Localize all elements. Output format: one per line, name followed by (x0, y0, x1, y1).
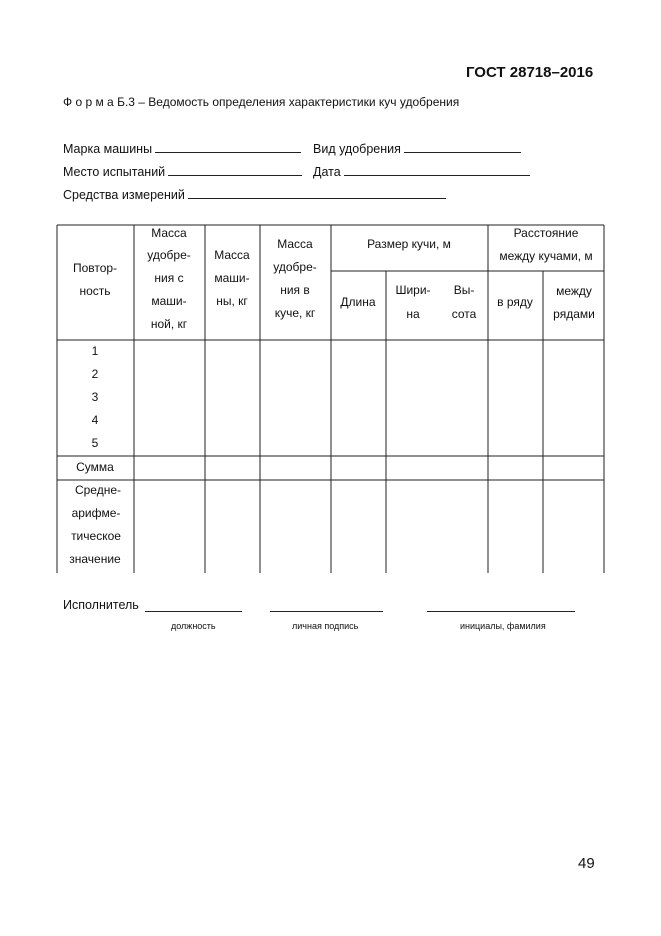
sub-length: Длина (340, 295, 376, 309)
group-distance-l1: Расстояние (513, 226, 579, 240)
group-heap-size: Размер кучи, м (367, 237, 451, 251)
avg-row-label-l2: арифме- (71, 506, 121, 520)
col-mass-machine-fert-l2: удобре- (147, 248, 191, 262)
group-distance-l2: между кучами, м (499, 249, 593, 263)
sub-width-l2: на (406, 307, 420, 321)
name-blank[interactable] (427, 610, 575, 612)
caption-signature: личная подпись (292, 621, 359, 631)
col-mass-machine-fert-l3: ния с (154, 271, 184, 285)
repeat-row-4: 4 (91, 413, 99, 427)
sum-row-label: Сумма (76, 460, 114, 474)
fertilizer-type-label: Вид удобрения (313, 142, 401, 156)
form-title: Ф о р м а Б.3 – Ведомость определения характеристики куч удобрения (63, 95, 460, 109)
repeat-row-2: 2 (91, 367, 99, 381)
date-label: Дата (313, 165, 341, 179)
col-mass-machine-fert-l5: ной, кг (150, 317, 188, 331)
sub-width-l1: Шири- (395, 283, 431, 297)
position-blank[interactable] (145, 610, 242, 612)
col-mass-heap-l1: Масса (277, 237, 313, 251)
col-mass-machine-l1: Масса (214, 248, 250, 262)
avg-row-label-l3: тическое (71, 529, 121, 543)
col-mass-machine-l2: маши- (214, 271, 250, 285)
col-mass-machine-fert-l4: маши- (151, 294, 187, 308)
sub-in-row: в ряду (497, 295, 533, 309)
sub-between-rows-l1: между (556, 284, 592, 298)
repeat-row-1: 1 (91, 344, 99, 358)
col-mass-heap-l3: ния в (280, 283, 310, 297)
sub-between-rows-l2: рядами (553, 307, 595, 321)
col-mass-heap-l2: удобре- (273, 260, 317, 274)
sub-height-l1: Вы- (453, 283, 475, 297)
col-repeat-line1: Повтор- (72, 261, 118, 275)
test-place-label: Место испытаний (63, 165, 166, 179)
col-mass-machine-fert-l1: Масса (151, 226, 187, 240)
avg-row-label-l1: Средне- (74, 483, 122, 497)
measuring-tools-label: Средства измерений (63, 188, 185, 202)
col-mass-heap-l4: куче, кг (274, 306, 316, 320)
sub-height-l2: сота (451, 307, 477, 321)
performer-label: Исполнитель (63, 598, 139, 612)
repeat-row-3: 3 (91, 390, 99, 404)
page-number: 49 (578, 855, 595, 872)
repeat-row-5: 5 (91, 436, 99, 450)
signature-blank[interactable] (270, 610, 383, 612)
caption-position: должность (171, 621, 216, 631)
machine-brand-label: Марка машины (63, 142, 153, 156)
col-repeat-line2: ность (79, 284, 111, 298)
col-mass-machine-l3: ны, кг (216, 294, 248, 308)
caption-name: инициалы, фамилия (460, 621, 546, 631)
standard-number: ГОСТ 28718–2016 (466, 64, 594, 81)
avg-row-label-l4: значение (69, 552, 121, 566)
